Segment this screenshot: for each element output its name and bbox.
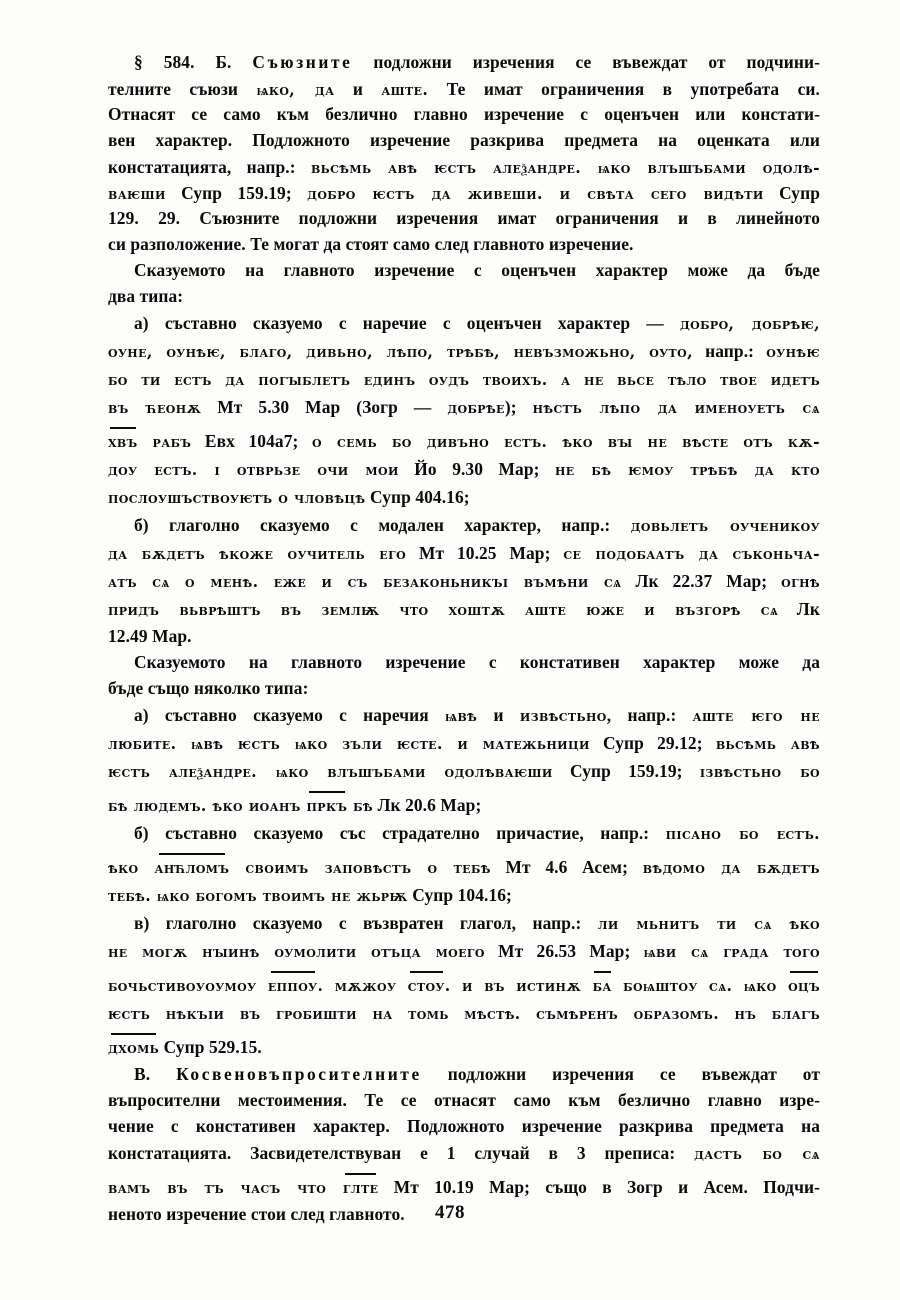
body-text: а) съставно сказуемо с наречия	[134, 705, 445, 725]
paragraph-indent	[108, 1067, 134, 1084]
body-text: В.	[134, 1064, 177, 1084]
ocs-citation: о семь бо дивъно естъ. ѣко вꙑ не вѣсте отъ кѫ-	[312, 432, 821, 451]
body-text: телните съюзи	[108, 79, 257, 99]
ocs-citation: бѣ людемъ. ѣко иоанъ	[108, 796, 307, 815]
ocs-citation: аште.	[381, 80, 429, 99]
body-text: си разположение. Те могат да стоят само след главното изречение.	[108, 234, 634, 254]
ocs-citation: вьсѣмь авѣ ѥстъ алеѯандре. ѩко влъшъбами одолѣ-	[310, 158, 820, 177]
body-text: констатацията, напр.:	[108, 157, 311, 177]
body-text: Отнасят се само към безлично главно изречение с оценъчен или констати-	[108, 104, 820, 124]
ocs-citation: се подобаатъ да съконьча-	[563, 544, 820, 563]
body-text: Лк	[778, 599, 820, 619]
body-text: § 584. Б.	[134, 52, 253, 72]
ocs-citation: довьлетъ оученикоу	[630, 516, 820, 535]
paragraph-indent	[108, 518, 134, 535]
body-text: Мт 26.53 Мар;	[484, 941, 644, 961]
ocs-citation: ѩвѣ	[445, 706, 478, 725]
body-text: чение с констативен характер. Подложното изречение разкрива предмета на	[108, 1116, 820, 1136]
body-text: Супр	[763, 183, 820, 203]
ocs-citation: любите. ѩвѣ ѥстъ ѩко зъли ѥсте. и матежьници	[108, 734, 590, 753]
body-text: Йо 9.30 Мар;	[398, 459, 555, 479]
ocs-abbreviation-titlo: хвъ	[108, 432, 138, 451]
ocs-citation: вѣдомо да бѫдетъ	[642, 858, 820, 877]
ocs-citation: бѣ	[347, 796, 374, 815]
ocs-citation: извѣстьно	[519, 706, 607, 725]
body-text: и	[334, 79, 382, 99]
emphasized-term: Косвеновъпросителните	[176, 1064, 422, 1084]
text-line	[108, 942, 820, 980]
ocs-citation: ѩви сѧ града того	[643, 942, 820, 961]
text-line	[108, 1038, 820, 1058]
ocs-citation: ли мьнитъ ти сѧ ѣко	[597, 914, 820, 933]
ocs-citation: послоушъствоуѥтъ о чловѣцѣ	[108, 488, 366, 507]
ocs-citation: ѣко	[108, 858, 155, 877]
paragraph-indent	[108, 655, 134, 672]
ocs-citation: бо ти естъ да погꙑблетъ единъ оудъ твоихъ. а не вьсе тѣло твое идетъ	[108, 370, 820, 389]
body-text: два типа:	[108, 286, 184, 306]
ocs-citation: огнѣ	[781, 572, 820, 591]
ocs-abbreviation-titlo: анћломъ	[154, 858, 230, 877]
body-text: , напр.:	[606, 705, 693, 725]
body-text: Лк 22.37 Мар;	[621, 571, 782, 591]
ocs-abbreviation-titlo: оцъ	[788, 976, 820, 995]
ocs-citation: не могѫ нꙑинѣ оумолити отъца моего	[108, 942, 485, 961]
ocs-citation: рабъ	[137, 432, 192, 451]
body-text: въпросителни местоимения. Те се отнасят само към безлично главно изре-	[108, 1090, 820, 1110]
body-text: Мт 5.30 Мар (Зогр —	[201, 397, 448, 417]
body-text: Супр 529.15.	[159, 1037, 262, 1057]
ocs-citation: боѩштоу сѧ. ѩко	[611, 976, 789, 995]
ocs-citation: не бѣ ѥмоу трѣбѣ да кто	[554, 460, 820, 479]
body-text: );	[504, 397, 533, 417]
ocs-citation: вьсѣмь авѣ	[715, 734, 821, 753]
ocs-abbreviation-titlo: дхомь	[108, 1038, 160, 1057]
body-text: и	[477, 705, 520, 725]
ocs-abbreviation-titlo: ба	[592, 976, 612, 995]
body-text: Супр 159.19;	[165, 183, 308, 203]
text-line	[108, 824, 820, 862]
ocs-citation: вамъ въ тъ часъ что	[108, 1178, 343, 1197]
paragraph-indent	[108, 916, 134, 933]
text-line	[108, 886, 820, 906]
emphasized-term: Съюзните	[252, 52, 353, 72]
ocs-abbreviation-titlo: глте	[342, 1178, 379, 1197]
ocs-citation: оуне, оунѣѥ, благо, дивьно, лѣпо, трѣбѣ, невъзможьно, оуто,	[108, 342, 693, 361]
ocs-citation: добро, добрѣѥ,	[679, 314, 820, 333]
body-text: вен характер. Подложното изречение разкрива предмета на оценката или	[108, 130, 820, 150]
body-text: Сказуемото на главното изречение с констативен характер може да	[134, 652, 820, 672]
body-text: а) съставно сказуемо с наречие с оценъчен характер —	[134, 313, 680, 333]
text-line	[108, 680, 820, 699]
body-text: Лк 20.6 Мар;	[373, 795, 482, 815]
body-text: констатацията. Засвидетелствуван е 1 случай в 3 преписа:	[108, 1143, 695, 1163]
body-text: Супр 404.16;	[365, 487, 470, 507]
body-text: б) глаголно сказуемо с модален характер, напр.:	[134, 515, 631, 535]
body-text: 129. 29. Съюзните подложни изречения имат ограничения и в линейното	[108, 208, 820, 228]
body-text: Супр 104.16;	[407, 885, 512, 905]
ocs-abbreviation-titlo: еппоу	[267, 976, 318, 995]
body-text: Те имат ограничения в употребата си.	[428, 79, 820, 99]
text-line	[108, 488, 820, 508]
body-text: в) глаголно сказуемо с възвратен глагол, напр.:	[134, 913, 598, 933]
ocs-citation: . мѫжоу	[317, 976, 408, 995]
ocs-citation: оунѣѥ	[766, 342, 820, 361]
ocs-citation: пιсано бо естъ.	[665, 824, 820, 843]
ocs-citation: ѥстъ нѣкъıи въ гробишти на томь мѣстѣ. съмѣренъ образомъ. нъ благъ	[108, 1004, 820, 1023]
paragraph-indent	[108, 826, 134, 843]
body-text: неното изречение стои след главното.	[108, 1204, 405, 1224]
body-text: б) съставно сказуемо със страдателно причастие, напр.:	[134, 823, 666, 843]
ocs-citation: своимъ заповѣстъ о тебѣ	[229, 858, 491, 877]
body-text: напр.:	[692, 341, 767, 361]
ocs-citation: добрѣе	[447, 398, 505, 417]
paragraph-indent	[108, 263, 134, 280]
ocs-citation: ѩко, да	[256, 80, 335, 99]
body-text: Мт 10.25 Мар;	[406, 543, 564, 563]
text-line	[108, 628, 820, 647]
ocs-abbreviation-titlo: стоу	[407, 976, 445, 995]
ocs-citation: бочьстивоуоумоу	[108, 976, 268, 995]
ocs-citation: тебѣ. ѩко богомъ твоимъ не жьрѭ	[108, 886, 408, 905]
body-text: Мт 4.6 Асем;	[490, 857, 643, 877]
ocs-citation: въ ћеонѫ	[108, 398, 202, 417]
body-text: Мт 10.19 Мар; също в Зогр и Асем. Подчи-	[378, 1177, 821, 1197]
ocs-citation: придъ вьврѣштъ въ землѭ что хоштѫ аште юже и възгорѣ сѧ	[108, 600, 779, 619]
body-text: подложни изречения се въвеждат от подчини-	[352, 52, 820, 72]
paragraph-indent	[108, 708, 134, 725]
ocs-citation: доу естъ. ι отврьзе очи мои	[108, 460, 399, 479]
body-text: Евх 104а7;	[191, 431, 312, 451]
ocs-citation: атъ сѧ о менѣ. еже и съ безаконьникъı въмѣни сѧ	[108, 572, 622, 591]
ocs-citation: дастъ бо сѧ	[694, 1144, 820, 1163]
ocs-citation: нѣстъ лѣпо да именоуетъ сѧ	[532, 398, 820, 417]
ocs-citation: добро ѥстъ да живеши. и свѣта сего видѣти	[307, 184, 764, 203]
body-text: подложни изречения се въвеждат от	[421, 1064, 820, 1084]
text-line	[108, 236, 820, 255]
paragraph-indent	[108, 55, 134, 72]
text-line	[108, 288, 820, 307]
page-number: 478	[435, 1202, 465, 1223]
body-text: Сказуемото на главното изречение с оценъчен характер може да бъде	[134, 260, 820, 280]
ocs-citation: ιзвѣстьно бо	[699, 762, 820, 781]
ocs-citation: ѥстъ алеѯандре. ѩко влъшъбами одолѣваѥши	[108, 762, 553, 781]
ocs-citation: аште ѥго не	[692, 706, 820, 725]
body-text: 12.49 Мар.	[108, 626, 192, 646]
ocs-citation: . и въ истинѫ	[444, 976, 593, 995]
ocs-citation: ваѥши	[108, 184, 166, 203]
text-line	[108, 796, 820, 816]
paragraph-indent	[108, 316, 134, 333]
body-text: Супр 29.12;	[589, 733, 716, 753]
ocs-citation: да бѫдетъ ѣкоже оучитель его	[108, 544, 407, 563]
body-text: Супр 159.19;	[552, 761, 700, 781]
ocs-abbreviation-titlo: пркъ	[306, 796, 348, 815]
body-text: бъде също няколко типа:	[108, 678, 309, 698]
